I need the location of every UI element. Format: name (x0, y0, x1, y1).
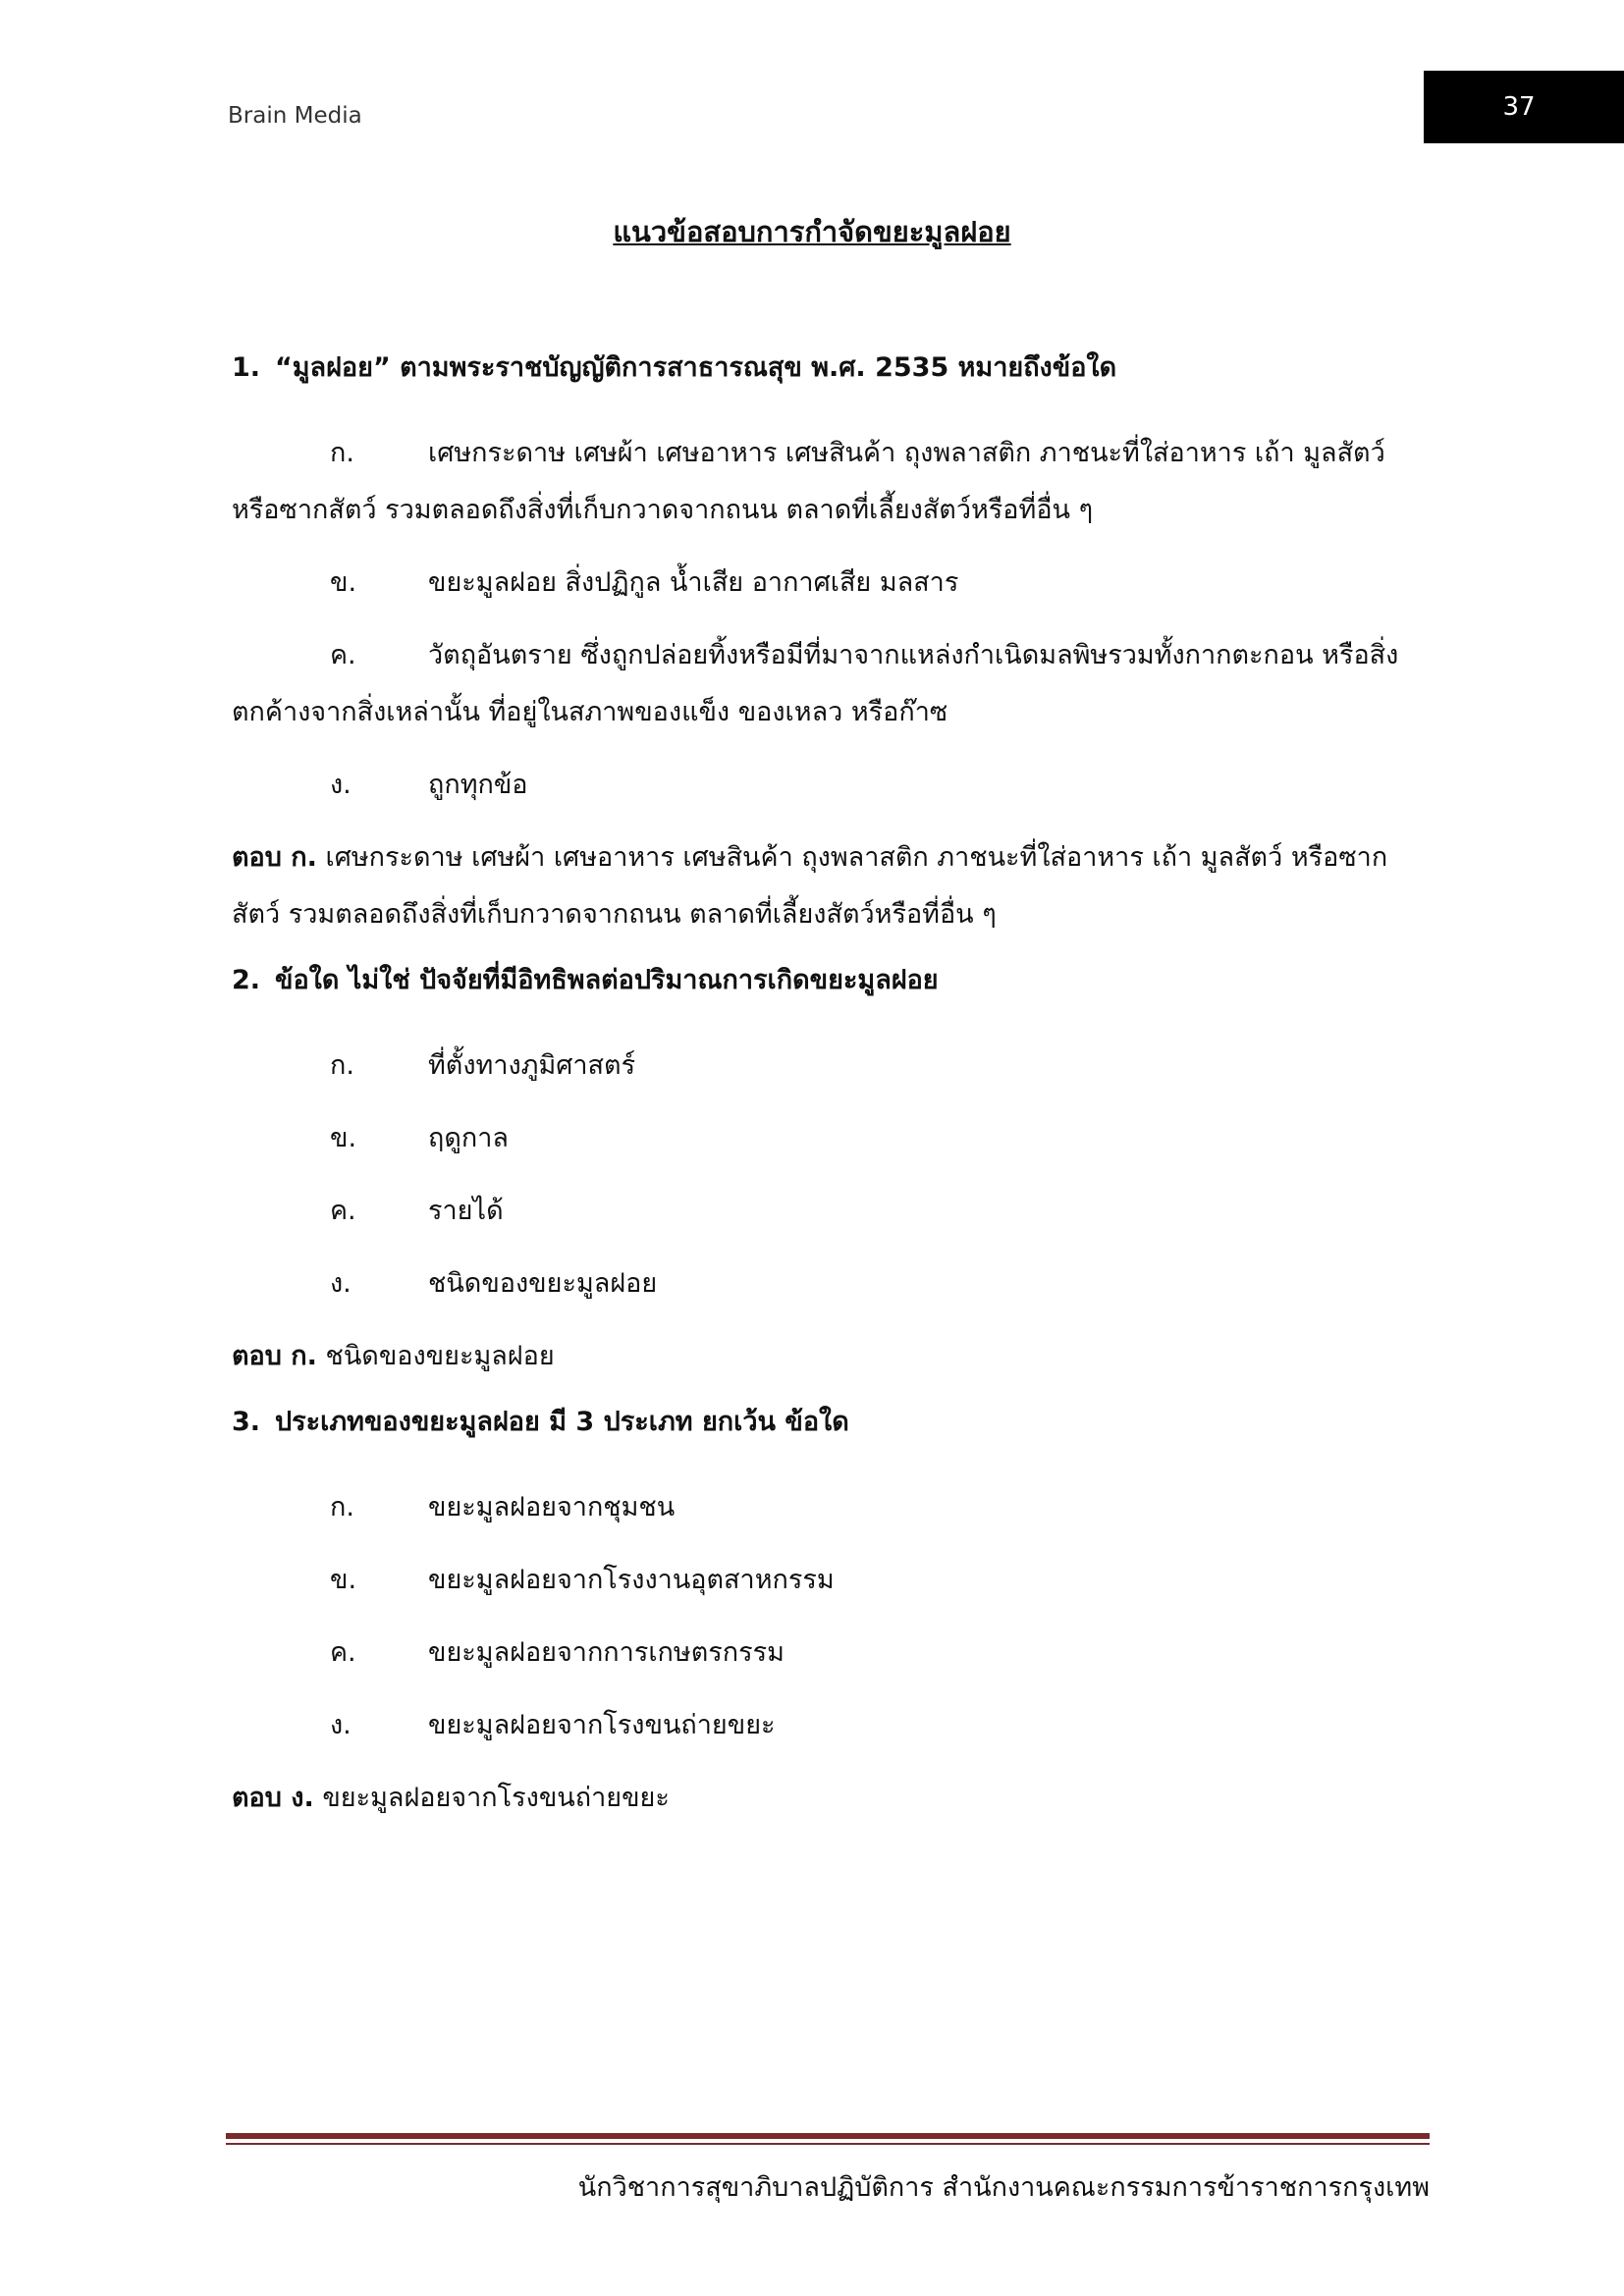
answer-label: ตอบ ง. (232, 1783, 314, 1813)
question-3 (232, 1403, 1420, 1442)
answer-label: ตอบ ก. (232, 842, 317, 873)
document-title: แนวข้อสอบการกำจัดขยะมูลฝอย (613, 215, 1011, 248)
answer-text: เศษกระดาษ เศษผ้า เศษอาหาร เศษสินค้า ถุงพลาสติก ภาชนะที่ใส่อาหาร เถ้า มูลสัตว์ หรือซาก (325, 842, 1388, 873)
option-letter: ข. (330, 1123, 357, 1153)
option-1c (232, 627, 1420, 741)
option-1d (232, 757, 1420, 814)
option-text-continued: ตกค้างจากสิ่งเหล่านั้น ที่อยู่ในสภาพของแข็ง ของเหลว หรือก๊าซ (232, 697, 948, 727)
question-text: ข้อใด ไม่ใช่ ปัจจัยที่มีอิทธิพลต่อปริมาณการเกิดขยะมูลฝอย (275, 965, 939, 995)
option-letter: ง. (330, 1268, 352, 1299)
option-2c (232, 1183, 1420, 1240)
answer-1 (232, 829, 1420, 943)
option-3b (232, 1552, 1420, 1609)
question-2 (232, 961, 1420, 1000)
answer-text: ขยะมูลฝอยจากโรงขนถ่ายขยะ (322, 1783, 670, 1813)
question-number: 3. (232, 1407, 261, 1437)
option-text: ชนิดของขยะมูลฝอย (428, 1268, 658, 1299)
option-letter: ง. (330, 1710, 352, 1740)
option-letter: ค. (330, 1196, 356, 1226)
question-1 (232, 348, 1420, 388)
option-letter: ข. (330, 1565, 357, 1595)
answer-3 (232, 1770, 1420, 1827)
option-text-continued: หรือซากสัตว์ รวมตลอดถึงสิ่งที่เก็บกวาดจากถนน ตลาดที่เลี้ยงสัตว์หรือที่อื่น ๆ (232, 495, 1094, 525)
option-text: ขยะมูลฝอยจากชุมชน (428, 1492, 676, 1522)
option-2a (232, 1038, 1420, 1095)
option-3c (232, 1625, 1420, 1682)
option-3a (232, 1479, 1420, 1536)
page-number: 37 (1502, 92, 1536, 122)
option-letter: ก. (330, 1050, 354, 1081)
option-text: ถูกทุกข้อ (428, 770, 528, 800)
page-number-box (1424, 71, 1624, 143)
question-list (232, 348, 1420, 1844)
option-text: เศษกระดาษ เศษผ้า เศษอาหาร เศษสินค้า ถุงพลาสติก ภาชนะที่ใส่อาหาร เถ้า มูลสัตว์ (428, 438, 1385, 468)
option-letter: ข. (330, 567, 357, 598)
option-text: ขยะมูลฝอย สิ่งปฏิกูล น้ำเสีย อากาศเสีย มลสาร (428, 567, 959, 598)
option-letter: ก. (330, 1492, 354, 1522)
question-number: 1. (232, 352, 261, 383)
option-text: ขยะมูลฝอยจากโรงงานอุตสาหกรรม (428, 1565, 835, 1595)
option-letter: ค. (330, 640, 356, 670)
option-letter: ก. (330, 438, 354, 468)
question-text: “มูลฝอย” ตามพระราชบัญญัติการสาธารณสุข พ.ศ. 2535 หมายถึงข้อใด (275, 352, 1117, 383)
option-3d (232, 1697, 1420, 1754)
option-text: ฤดูกาล (428, 1123, 509, 1153)
question-number: 2. (232, 965, 261, 995)
option-text: ขยะมูลฝอยจากโรงขนถ่ายขยะ (428, 1710, 776, 1740)
option-2b (232, 1110, 1420, 1167)
option-text: ขยะมูลฝอยจากการเกษตรกรรม (428, 1637, 785, 1668)
footer-divider (226, 2133, 1430, 2139)
header-brand: Brain Media (228, 103, 362, 129)
answer-text: ชนิดของขยะมูลฝอย (325, 1341, 555, 1371)
footer-text: นักวิชาการสุขาภิบาลปฏิบัติการ สำนักงานคณะกรรมการข้าราชการกรุงเทพ (577, 2172, 1430, 2203)
answer-label: ตอบ ก. (232, 1341, 317, 1371)
option-text: วัตถุอันตราย ซึ่งถูกปล่อยทิ้งหรือมีที่มาจากแหล่งกำเนิดมลพิษรวมทั้งกากตะกอน หรือสิ่ง (428, 640, 1399, 670)
option-letter: ง. (330, 770, 352, 800)
option-text: ที่ตั้งทางภูมิศาสตร์ (428, 1050, 636, 1081)
question-text: ประเภทของขยะมูลฝอย มี 3 ประเภท ยกเว้น ข้อใด (275, 1407, 849, 1437)
option-1a (232, 425, 1420, 539)
answer-text-continued: สัตว์ รวมตลอดถึงสิ่งที่เก็บกวาดจากถนน ตลาดที่เลี้ยงสัตว์หรือที่อื่น ๆ (232, 899, 997, 930)
option-1b (232, 555, 1420, 612)
option-2d (232, 1255, 1420, 1312)
answer-2 (232, 1328, 1420, 1385)
option-letter: ค. (330, 1637, 356, 1668)
option-text: รายได้ (428, 1196, 504, 1226)
footer-divider-thin (226, 2143, 1430, 2145)
